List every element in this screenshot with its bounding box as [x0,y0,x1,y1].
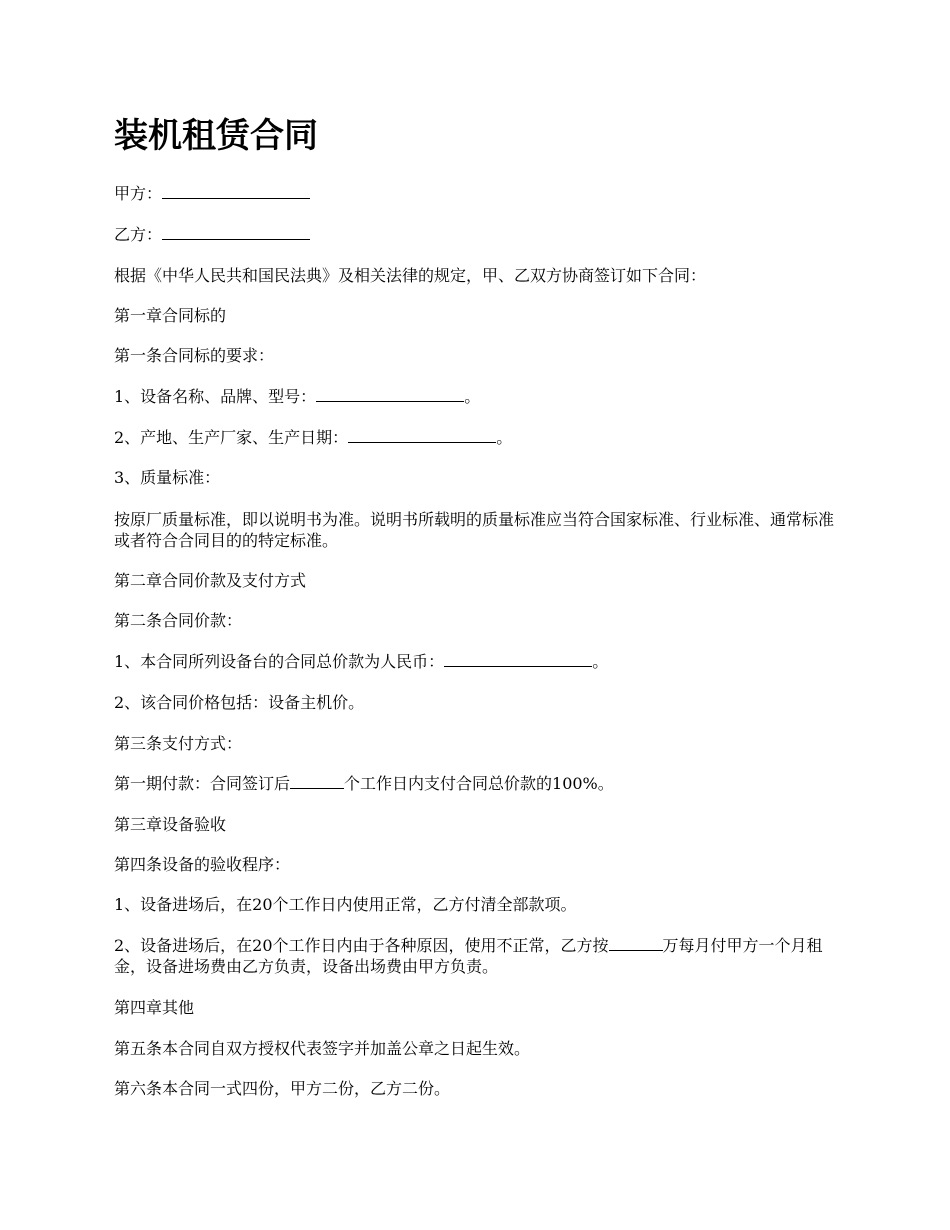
preamble: 根据《中华人民共和国民法典》及相关法律的规定，甲、乙双方协商签订如下合同： [114,266,707,285]
item-2-1-text: 1、本合同所列设备台的合同总价款为人民币： [114,652,445,671]
chapter-2-heading: 第二章合同价款及支付方式 [114,571,307,590]
item-4-2 [114,935,842,977]
item-2-1-blank [444,652,592,667]
party-a-label: 甲方： [114,184,163,203]
item-2-2: 2、该合同价格包括：设备主机价。 [114,693,365,712]
article-5: 第五条本合同自双方授权代表签字并加盖公章之日起生效。 [114,1039,531,1058]
item-1-2-period: 。 [496,428,513,447]
item-4-1: 1、设备进场后，在20个工作日内使用正常，乙方付清全部款项。 [114,895,577,914]
item-4-2-suffix: 万每月付甲方一个月租金，设备进场费由乙方负责，设备出场费由甲方负责。 [114,936,823,976]
quality-standard-text: 按原厂质量标准，即以说明书为准。说明书所载明的质量标准应当符合国家标准、行业标准、通常标准或者符合合同目的的特定标准。 [114,510,835,550]
article-1-heading: 第一条合同标的要求： [114,346,275,365]
item-2-1 [114,651,842,672]
chapter-4-heading: 第四章其他 [114,998,195,1017]
item-1-1-text: 1、设备名称、品牌、型号： [114,387,317,406]
article-3-heading: 第三条支付方式： [114,734,243,753]
item-1-1-blank [316,387,464,402]
item-1-1-period: 。 [464,387,481,406]
item-2-1-period: 。 [592,652,609,671]
chapter-1-heading: 第一章合同标的 [114,306,227,325]
party-b-blank [162,225,310,240]
party-a-blank [162,184,310,199]
item-1-2-blank [348,428,496,443]
article-4-heading: 第四条设备的验收程序： [114,855,291,874]
item-1-2-text: 2、产地、生产厂家、生产日期： [114,428,349,447]
payment-term-suffix: 个工作日内支付合同总价款的100%。 [344,774,614,793]
item-1-2 [114,427,842,448]
party-b-label: 乙方： [114,225,163,244]
item-4-2-prefix: 2、设备进场后，在20个工作日内由于各种原因，使用不正常，乙方按 [114,936,609,955]
monthly-rent-blank [609,936,663,951]
payment-term [114,773,842,794]
chapter-3-heading: 第三章设备验收 [114,815,227,834]
party-b-line [114,224,842,245]
payment-term-prefix: 第一期付款：合同签订后 [114,774,291,793]
item-1-3: 3、质量标准： [114,468,221,487]
article-6: 第六条本合同一式四份，甲方二份，乙方二份。 [114,1079,451,1098]
item-1-1 [114,386,842,407]
document-title: 装机租赁合同 [114,116,318,156]
payment-days-blank [290,774,344,789]
article-2-heading: 第二条合同价款： [114,611,243,630]
party-a-line [114,183,842,204]
